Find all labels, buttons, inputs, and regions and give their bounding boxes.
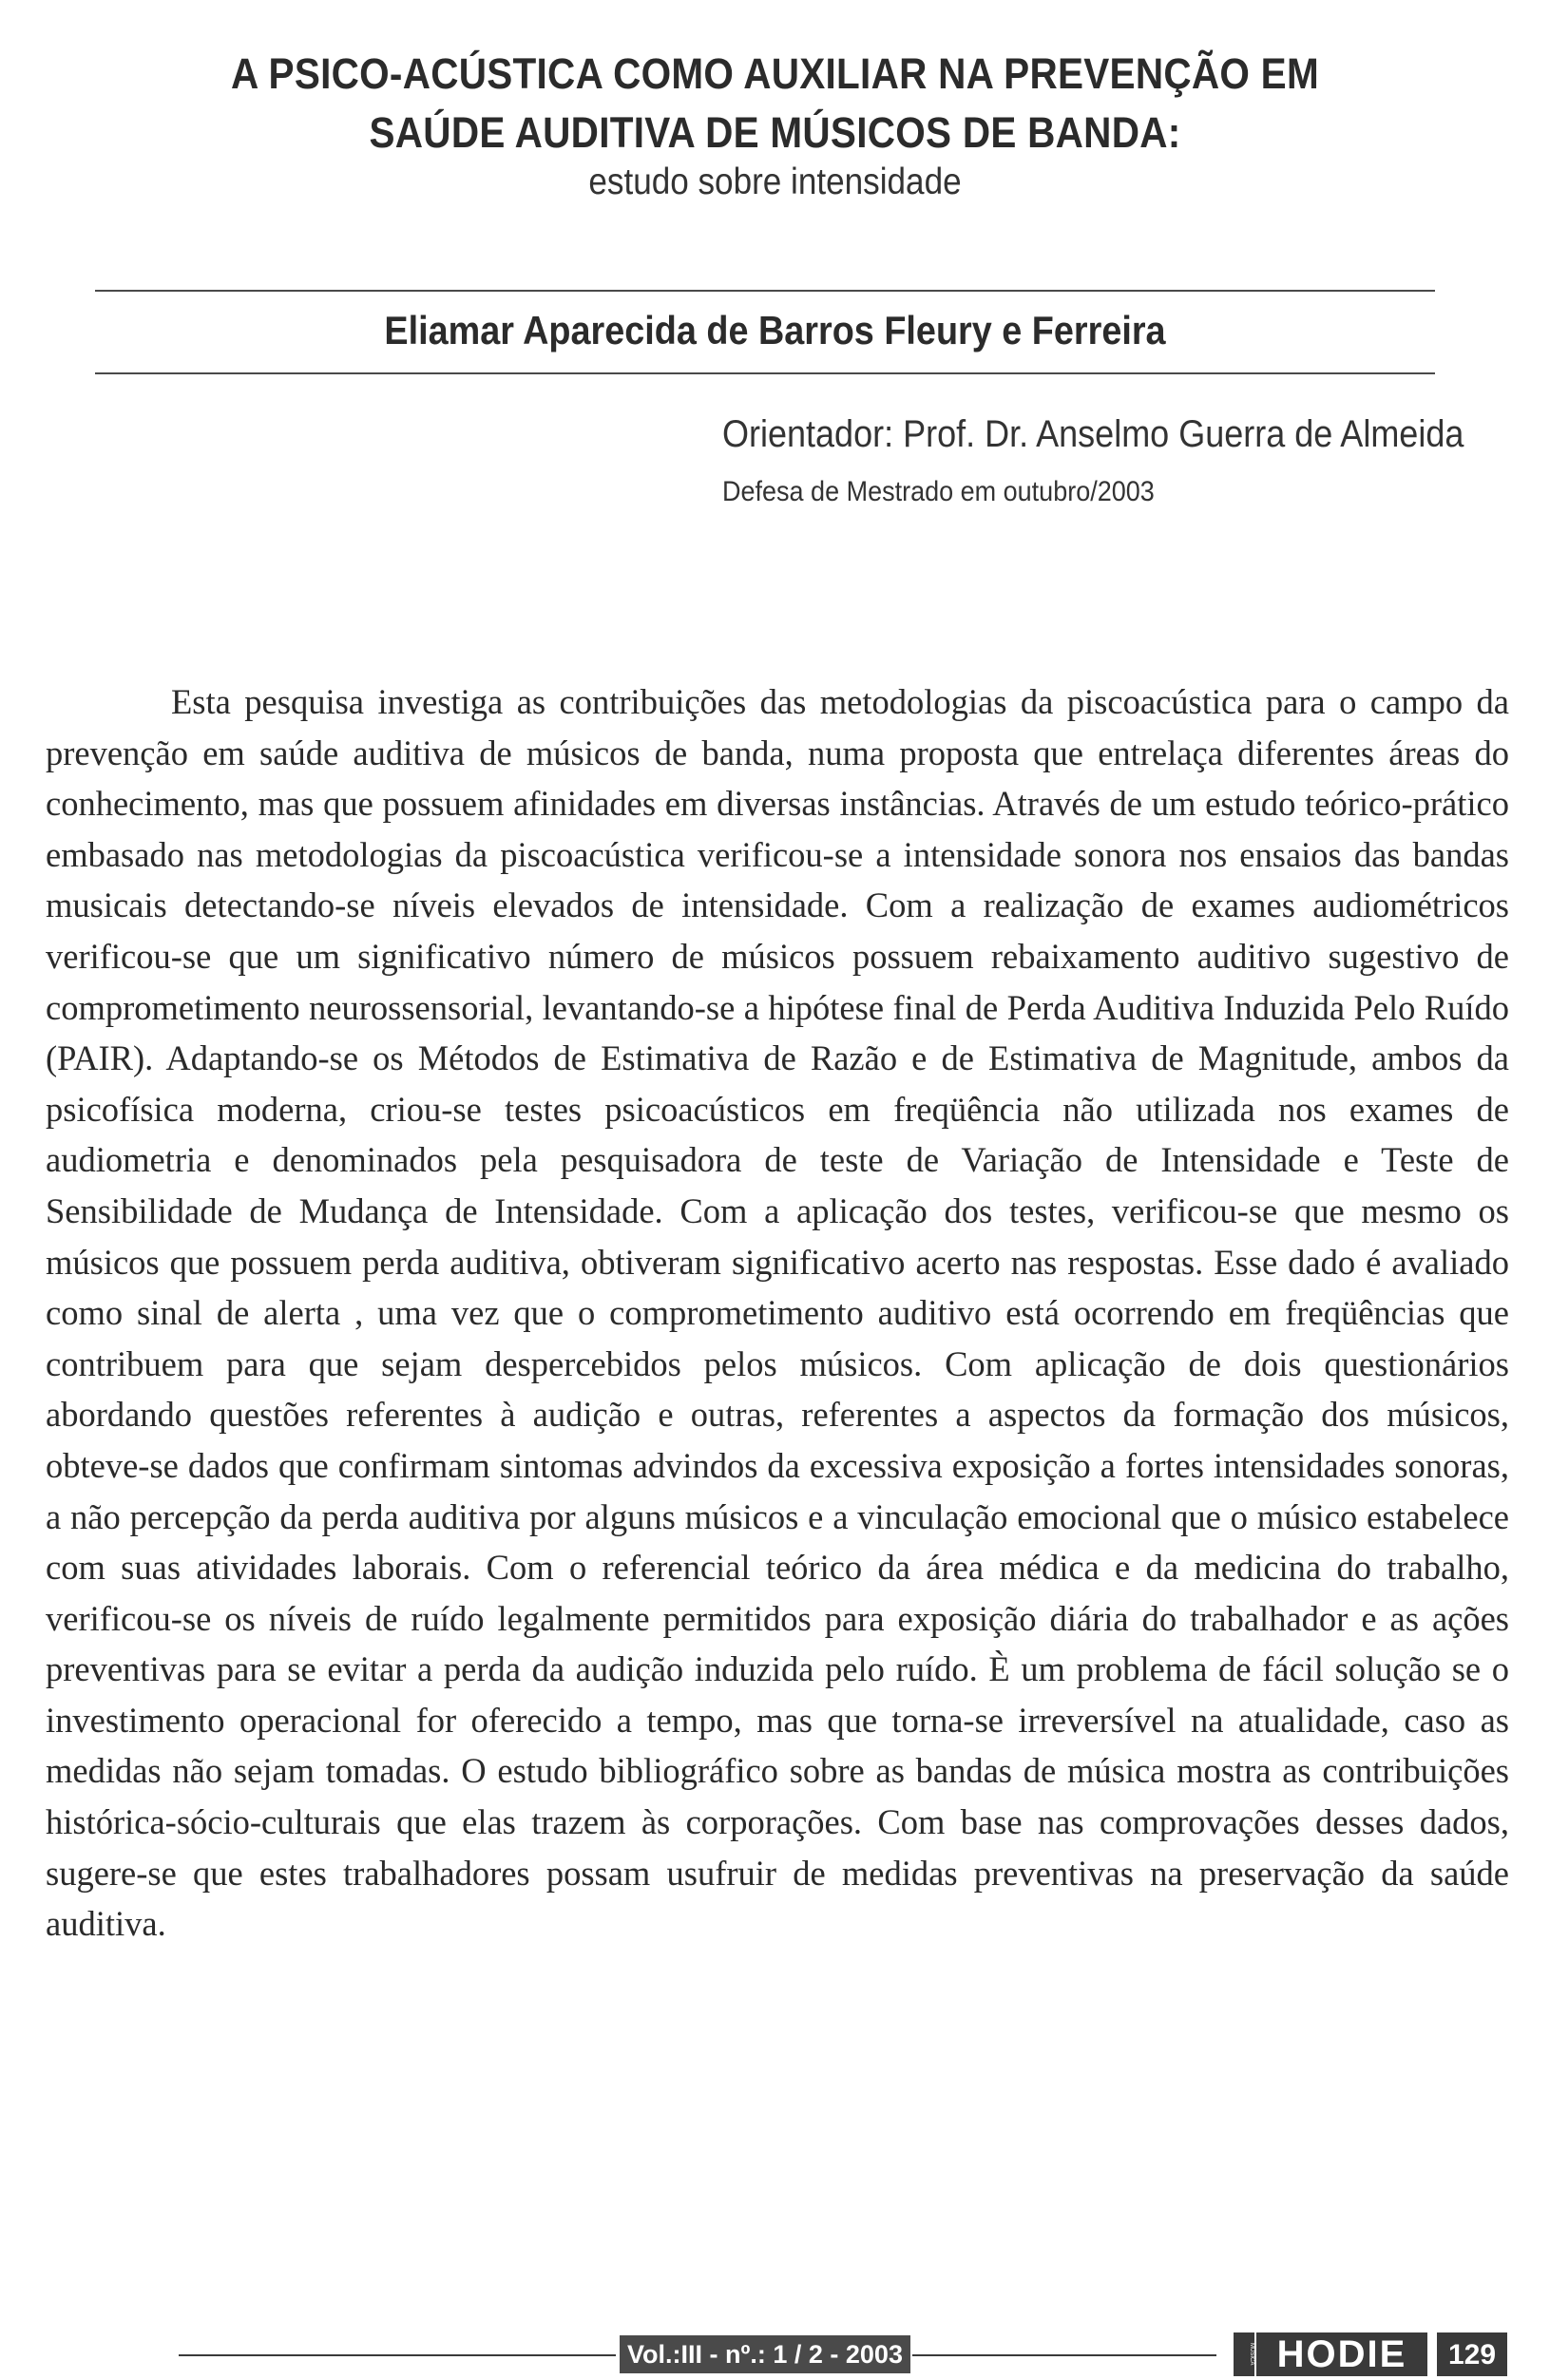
- page-number: 129: [1437, 2332, 1507, 2376]
- article-title-line-1: A PSICO-ACÚSTICA COMO AUXILIAR NA PREVENÇÃO EM: [231, 49, 1319, 98]
- footer-left-rule: [179, 2354, 616, 2356]
- volume-badge: Vol.:III - nº.: 1 / 2 - 2003: [620, 2335, 910, 2373]
- article-subtitle: estudo sobre intensidade: [588, 162, 962, 202]
- journal-side-mark: MÚSICA: [1234, 2332, 1254, 2376]
- footer-right-rule: [912, 2354, 1216, 2356]
- journal-logo: HODIE: [1256, 2332, 1427, 2376]
- abstract-paragraph: Esta pesquisa investiga as contribuições das metodologias da piscoacústica para o campo da prevenção em saúde auditiva de músicos de banda, numa proposta que entrelaça diferentes áreas do conhecimento, mas que possuem afinidades em diversas instâncias. Através de um estudo teórico-prático embasado nas metodologias da piscoacústica verificou-se a intensidade sonora nos ensaios das bandas musicais detectando-se níveis elevados de intensidade. Com a realização de exames audiométricos verificou-se que um significativo número de músicos possuem rebaixamento auditivo sugestivo de comprometimento neurossensorial, levantando-se a hipótese final de Perda Auditiva Induzida Pelo Ruído (PAIR). Adaptando-se os Métodos de Estimativa de Razão e de Estimativa de Magnitude, ambos da psicofísica moderna, criou-se testes psicoacústicos em freqüência não utilizada nos exames de audiometria e denominados pela pesquisadora de teste de Variação de Intensidade e Teste de Sensibilidade de Mudança de Intensidade. Com a aplicação dos testes, verificou-se que mesmo os músicos que possuem perda auditiva, obtiveram significativo acerto nas respostas. Esse dado é avaliado como sinal de alerta , uma vez que o comprometimento auditivo está ocorrendo em freqüências que contribuem para que sejam despercebidos pelos músicos. Com aplicação de dois questionários abordando questões referentes à audição e outras, referentes a aspectos da formação dos músicos, obteve-se dados que confirmam sintomas advindos da excessiva exposição a fortes intensidades sonoras, a não percepção da perda auditiva por alguns músicos e a vinculação emocional que o músico estabelece com suas atividades laborais. Com o referencial teórico da área médica e da medicina do trabalho, verificou-se os níveis de ruído legalmente permitidos para exposição diária do trabalhador e as ações preventivas para se evitar a perda da audição induzida pelo ruído. È um problema de fácil solução se o investimento operacional for oferecido a tempo, mas que torna-se irreversível na atualidade, caso as medidas não sejam tomadas. O estudo bibliográfico sobre as bandas de música mostra as contribuições histórica-sócio-culturais que elas trazem às corporações. Com base nas comprovações desses dados, sugere-se que estes trabalhadores possam usufruir de medidas preventivas na preservação da saúde auditiva.: [46, 682, 1509, 1944]
- article-title-line-2: SAÚDE AUDITIVA DE MÚSICOS DE BANDA:: [369, 108, 1181, 157]
- defense-line: Defesa de Mestrado em outubro/2003: [722, 476, 1155, 507]
- author-name: Eliamar Aparecida de Barros Fleury e Ferreira: [384, 308, 1166, 352]
- author-bottom-rule: [95, 372, 1435, 374]
- author-top-rule: [95, 290, 1435, 292]
- advisor-line: Orientador: Prof. Dr. Anselmo Guerra de Almeida: [722, 413, 1464, 455]
